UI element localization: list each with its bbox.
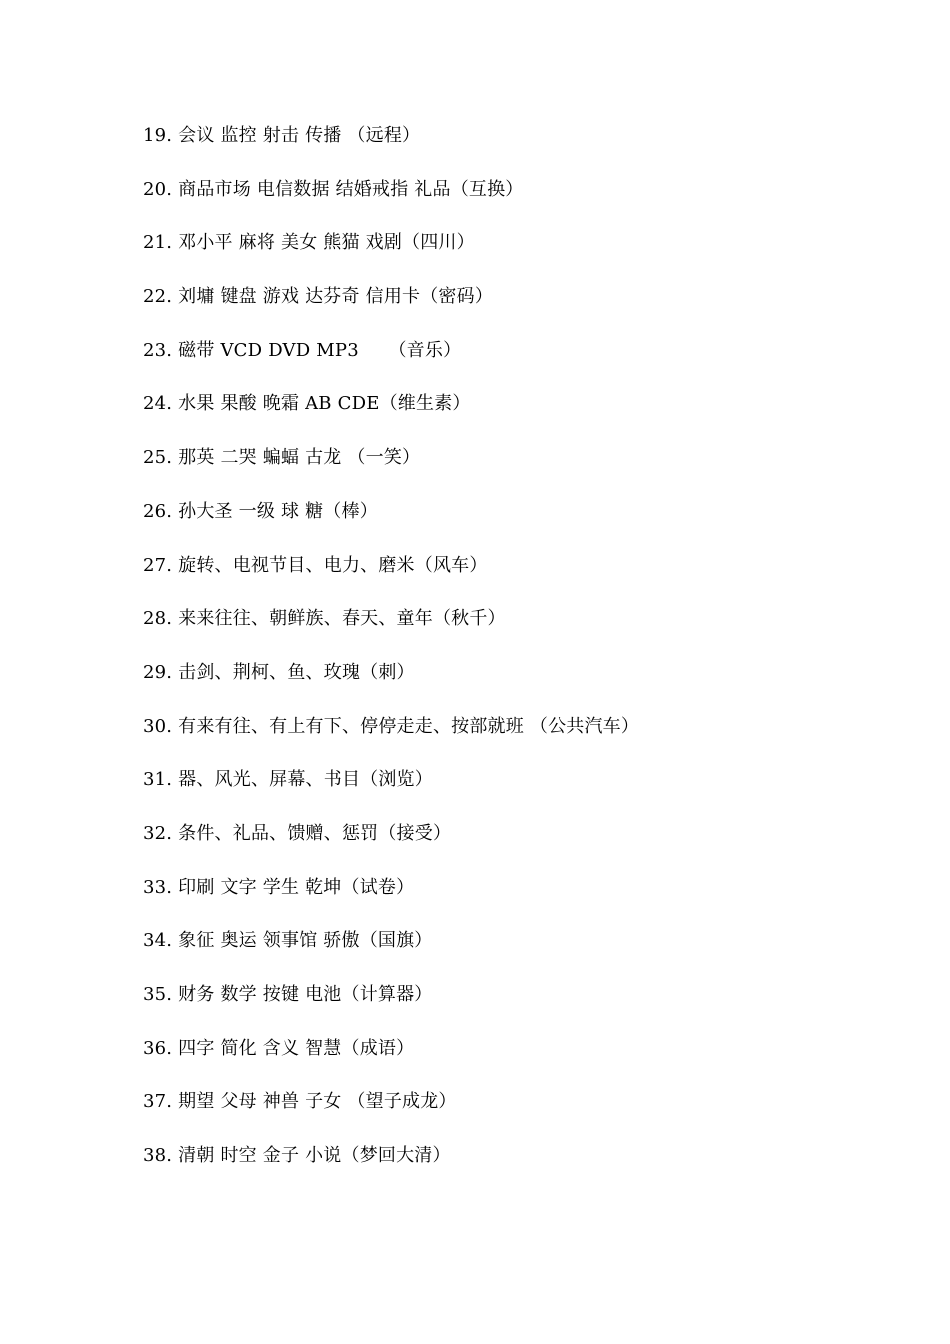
list-item: 19. 会议 监控 射击 传播 （远程） [143,125,421,146]
list-item: 33. 印刷 文字 学生 乾坤（试卷） [143,876,415,898]
list-item: 22. 刘墉 键盘 游戏 达芬奇 信用卡（密码） [143,286,494,308]
list-item: 36. 四字 简化 含义 智慧（成语） [143,1037,415,1059]
list-item: 34. 象征 奥运 领事馆 骄傲（国旗） [143,930,433,952]
list-item: 32. 条件、礼品、馈赠、惩罚（接受） [143,822,452,844]
list-item: 31. 器、风光、屏幕、书目（浏览） [143,769,433,791]
list-item: 23. 磁带 VCD DVD MP3 （音乐） [143,339,462,361]
list-item: 28. 来来往往、朝鲜族、春天、童年（秋千） [143,608,506,630]
list-item: 26. 孙大圣 一级 球 糖（棒） [143,500,378,522]
list-item: 38. 清朝 时空 金子 小说（梦回大清） [143,1145,451,1167]
list-item: 20. 商品市场 电信数据 结婚戒指 礼品（互换） [143,178,524,200]
list-item: 35. 财务 数学 按键 电池（计算器） [143,984,433,1005]
riddle-list [143,122,639,1196]
list-item: 27. 旋转、电视节目、电力、磨米（风车） [143,554,488,576]
list-item: 37. 期望 父母 神兽 子女 （望子成龙） [143,1091,457,1113]
list-item: 21. 邓小平 麻将 美女 熊猫 戏剧（四川） [143,232,475,254]
list-item: 25. 那英 二哭 蝙蝠 古龙 （一笑） [143,447,421,469]
list-item: 30. 有来有往、有上有下、停停走走、按部就班 （公共汽车） [143,715,640,737]
list-item: 29. 击剑、荆柯、鱼、玫瑰（刺） [143,661,415,683]
list-item: 24. 水果 果酸 晚霜 AB CDE（维生素） [143,393,471,415]
